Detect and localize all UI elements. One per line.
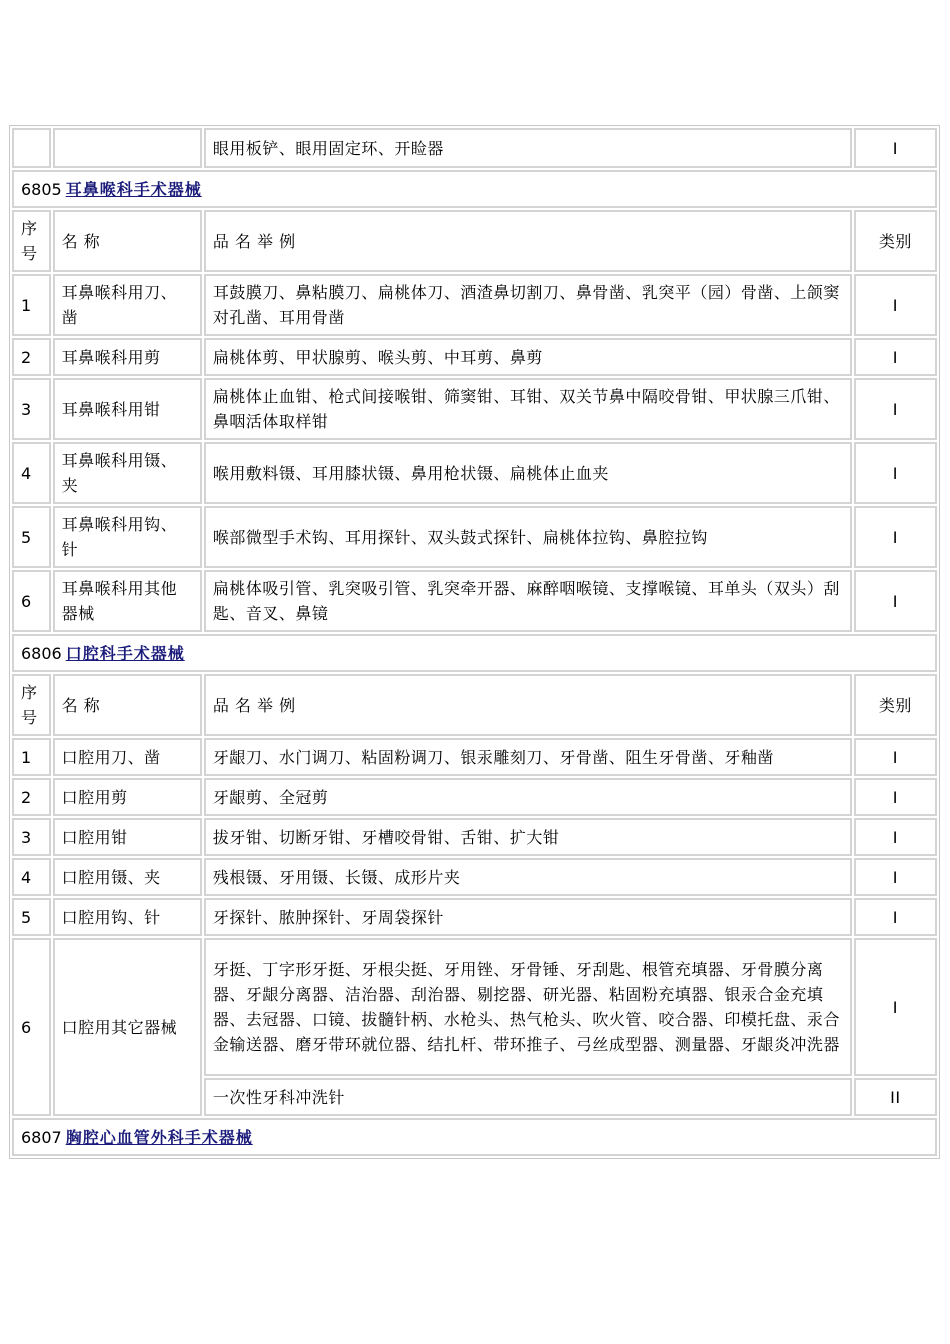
section-code: 6806 [21, 643, 62, 663]
examples-cell: 耳鼓膜刀、鼻粘膜刀、扁桃体刀、酒渣鼻切割刀、鼻骨凿、乳突平（园）骨凿、上颌窦对孔凿、耳用骨凿 [204, 274, 852, 336]
header-name: 名 称 [53, 210, 202, 272]
device-name-cell: 耳鼻喉科用钩、针 [53, 506, 202, 568]
header-no: 序号 [12, 674, 51, 736]
class-cell: I [854, 506, 937, 568]
examples-cell: 残根镊、牙用镊、长镊、成形片夹 [204, 858, 852, 896]
class-cell: I [854, 858, 937, 896]
section-title-row [12, 634, 937, 672]
section-title-cell [12, 1118, 937, 1156]
device-name-cell: 口腔用镊、夹 [53, 858, 202, 896]
row-number-cell: 3 [12, 818, 51, 856]
row-number-cell: 3 [12, 378, 51, 440]
table-row [12, 738, 937, 776]
class-cell: I [854, 128, 937, 168]
table-row [12, 898, 937, 936]
table-header-row [12, 210, 937, 272]
class-cell: I [854, 738, 937, 776]
device-name-cell: 口腔用剪 [53, 778, 202, 816]
class-cell: I [854, 274, 937, 336]
table-header-row [12, 674, 937, 736]
section-title-link[interactable]: 口腔科手术器械 [65, 643, 185, 663]
class-cell: II [854, 1078, 937, 1116]
examples-cell: 拔牙钳、切断牙钳、牙槽咬骨钳、舌钳、扩大钳 [204, 818, 852, 856]
device-catalog-table [9, 125, 940, 1159]
catalog-document [9, 125, 940, 1159]
device-name-cell: 耳鼻喉科用其他器械 [53, 570, 202, 632]
section-title-row [12, 170, 937, 208]
row-number-cell: 2 [12, 338, 51, 376]
row-number-cell: 5 [12, 898, 51, 936]
row-number-cell: 2 [12, 778, 51, 816]
header-examples: 品 名 举 例 [204, 210, 852, 272]
examples-cell: 牙探针、脓肿探针、牙周袋探针 [204, 898, 852, 936]
section-title-row [12, 1118, 937, 1156]
header-class: 类别 [854, 674, 937, 736]
section-code: 6807 [21, 1127, 62, 1147]
row-number-cell: 5 [12, 506, 51, 568]
examples-cell: 牙龈刀、水门调刀、粘固粉调刀、银汞雕刻刀、牙骨凿、阻生牙骨凿、牙釉凿 [204, 738, 852, 776]
examples-cell: 眼用板铲、眼用固定环、开睑器 [204, 128, 852, 168]
device-name-cell: 耳鼻喉科用钳 [53, 378, 202, 440]
section-title-link[interactable]: 胸腔心血管外科手术器械 [65, 1127, 253, 1147]
section-title-cell [12, 634, 937, 672]
examples-cell: 喉部微型手术钩、耳用探针、双头鼓式探针、扁桃体拉钩、鼻腔拉钩 [204, 506, 852, 568]
header-no: 序号 [12, 210, 51, 272]
row-number-cell: 6 [12, 570, 51, 632]
header-examples: 品 名 举 例 [204, 674, 852, 736]
table-row [12, 128, 937, 168]
row-number-cell: 4 [12, 858, 51, 896]
device-name-cell: 耳鼻喉科用刀、凿 [53, 274, 202, 336]
table-row [12, 818, 937, 856]
examples-cell: 扁桃体剪、甲状腺剪、喉头剪、中耳剪、鼻剪 [204, 338, 852, 376]
table-row [12, 338, 937, 376]
examples-cell: 一次性牙科冲洗针 [204, 1078, 852, 1116]
device-name-cell: 口腔用刀、凿 [53, 738, 202, 776]
class-cell: I [854, 818, 937, 856]
class-cell: I [854, 378, 937, 440]
header-name: 名 称 [53, 674, 202, 736]
table-row [12, 506, 937, 568]
device-name-cell [53, 128, 202, 168]
examples-cell: 扁桃体止血钳、枪式间接喉钳、筛窦钳、耳钳、双关节鼻中隔咬骨钳、甲状腺三爪钳、鼻咽活体取样钳 [204, 378, 852, 440]
row-number-cell: 4 [12, 442, 51, 504]
section-title-link[interactable]: 耳鼻喉科手术器械 [65, 179, 202, 199]
table-row [12, 570, 937, 632]
device-name-cell: 口腔用其它器械 [53, 938, 202, 1116]
class-cell: I [854, 570, 937, 632]
examples-cell: 牙龈剪、全冠剪 [204, 778, 852, 816]
table-row [12, 778, 937, 816]
table-row [12, 442, 937, 504]
section-title-cell [12, 170, 937, 208]
table-row [12, 938, 937, 1076]
examples-cell: 牙挺、丁字形牙挺、牙根尖挺、牙用锉、牙骨锤、牙刮匙、根管充填器、牙骨膜分离器、牙龈分离器、洁治器、刮治器、剔挖器、研光器、粘固粉充填器、银汞合金充填器、去冠器、口镜、拔髓针柄、水枪头、热气枪头、吹火管、咬合器、印模托盘、汞合金输送器、磨牙带环就位器、结扎杆、带环推子、弓丝成型器、测量器、牙龈炎冲洗器 [204, 938, 852, 1076]
device-name-cell: 耳鼻喉科用剪 [53, 338, 202, 376]
examples-cell: 扁桃体吸引管、乳突吸引管、乳突牵开器、麻醉咽喉镜、支撑喉镜、耳单头（双头）刮匙、音叉、鼻镜 [204, 570, 852, 632]
row-number-cell: 6 [12, 938, 51, 1116]
device-name-cell: 耳鼻喉科用镊、夹 [53, 442, 202, 504]
row-number-cell [12, 128, 51, 168]
row-number-cell: 1 [12, 738, 51, 776]
table-row [12, 378, 937, 440]
table-row [12, 858, 937, 896]
class-cell: I [854, 338, 937, 376]
class-cell: I [854, 442, 937, 504]
table-row [12, 274, 937, 336]
examples-cell: 喉用敷料镊、耳用膝状镊、鼻用枪状镊、扁桃体止血夹 [204, 442, 852, 504]
header-class: 类别 [854, 210, 937, 272]
device-name-cell: 口腔用钳 [53, 818, 202, 856]
section-code: 6805 [21, 179, 62, 199]
row-number-cell: 1 [12, 274, 51, 336]
device-name-cell: 口腔用钩、针 [53, 898, 202, 936]
class-cell: I [854, 778, 937, 816]
class-cell: I [854, 898, 937, 936]
class-cell: I [854, 938, 937, 1076]
